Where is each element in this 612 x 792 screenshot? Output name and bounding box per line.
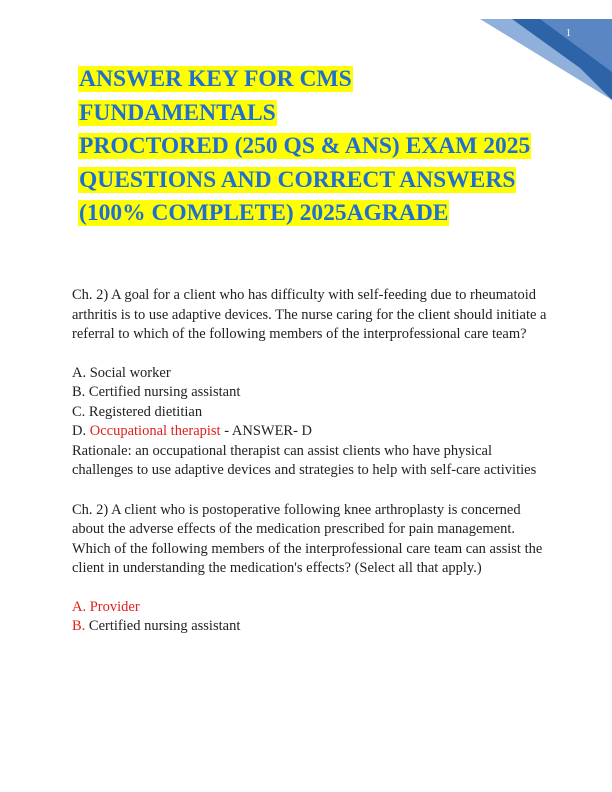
question-content	[72, 286, 552, 637]
option-d	[72, 422, 552, 442]
title-line: ANSWER KEY FOR CMS	[79, 66, 352, 92]
title-line: (100% COMPLETE) 2025AGRADE	[79, 200, 449, 226]
rationale: Rationale: an occupational therapist can assist clients who have physical challenges to use adaptive devices and strategies to help with self-care activities	[72, 442, 537, 478]
correct-answer-text: Occupational therapist	[89, 423, 221, 439]
document-title	[78, 63, 598, 231]
title-line: PROCTORED (250 QS & ANS) EXAM 2025	[79, 133, 531, 159]
title-line: FUNDAMENTALS	[79, 99, 276, 126]
option-d-prefix: D.	[72, 423, 90, 439]
option-c: C. Registered dietitian	[72, 403, 203, 420]
option-a-correct: A. Provider	[72, 598, 140, 615]
option-b: B. Certified nursing assistant	[72, 384, 241, 400]
title-line: QUESTIONS AND CORRECT ANSWERS	[79, 166, 516, 193]
option-a: A. Social worker	[72, 364, 171, 381]
option-b-text: Certified nursing assistant	[85, 618, 241, 634]
option-b	[72, 617, 552, 637]
option-b-letter-correct: B.	[72, 618, 86, 634]
answer-label: - ANSWER- D	[220, 423, 313, 439]
page-number: 1	[566, 28, 571, 39]
question-2-text: Ch. 2) A client who is postoperative following knee arthroplasty is concerned about the adverse effects of the medication prescribed for pain management. Which of the following members of the interprofessional care team can assist the client in understanding the medication's effects? (Select all that apply.)	[72, 501, 543, 576]
question-1-text: Ch. 2) A goal for a client who has difficulty with self-feeding due to rheumatoid arthritis is to use adaptive devices. The nurse caring for the client should initiate a referral to which of the following members of the interprofessional care team?	[72, 287, 547, 342]
